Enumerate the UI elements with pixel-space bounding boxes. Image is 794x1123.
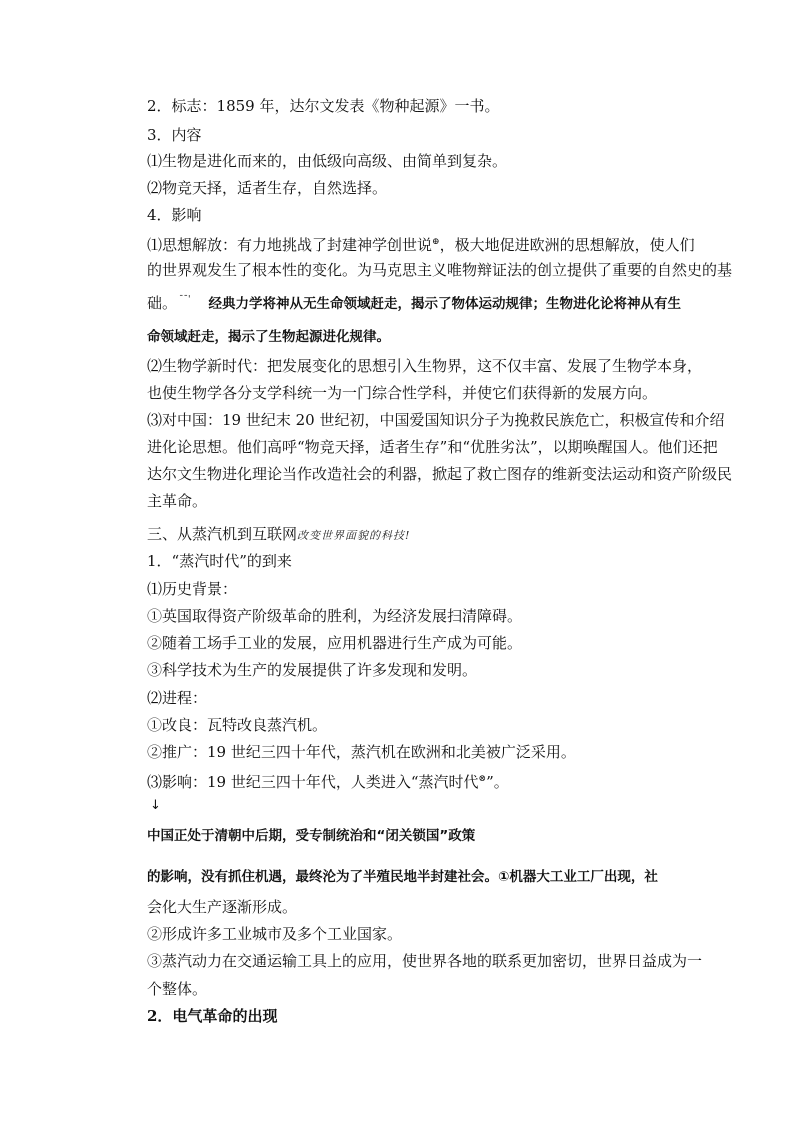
line-text: 个整体。	[147, 980, 208, 998]
text-line	[147, 579, 237, 599]
text-line	[147, 660, 477, 680]
text-line	[147, 606, 522, 626]
line-text: 3．内容	[147, 126, 202, 144]
line-text: ②随着工场手工业的发展，应用机器进行生产成为可能。	[147, 634, 523, 652]
text-line	[147, 551, 292, 571]
text-line	[147, 979, 207, 999]
line-text: 主革命。	[147, 492, 208, 510]
line-text: 2．电气革命的出现	[147, 1007, 278, 1025]
annotation-mark-icon: ¯¯'	[179, 295, 191, 305]
text-line	[147, 742, 576, 762]
line-text: ⑵进程：	[147, 689, 208, 707]
handwritten-note: 改变世界面貌的科技!	[297, 529, 411, 542]
line-text: ⑴思想解放：有力地挑战了封建神学创世说	[147, 236, 433, 254]
section-heading	[147, 1006, 277, 1026]
text-line	[147, 437, 718, 457]
text-line	[147, 125, 202, 145]
inline-note: 经典力学将神从无生命领域赶走，揭示了物体运动规律；生物进化论将神从有生	[208, 296, 681, 312]
line-text: 2．标志：1859 年，达尔文发表《物种起源》一书。	[147, 97, 500, 115]
annotation-mark-icon: ⊗	[478, 774, 487, 784]
annotation-mark-icon: ⊕	[432, 237, 440, 247]
line-text: 命领域赶走，揭示了生物起源进化规律。	[147, 329, 390, 345]
text-line	[147, 951, 702, 971]
text-line	[147, 383, 657, 403]
text-line	[147, 96, 500, 116]
line-text: 4．影响	[147, 206, 202, 224]
line-text: ⑶对中国：19 世纪末 20 世纪初，中国爱国知识分子为挽救民族危亡，积极宣传和介绍	[147, 411, 725, 429]
line-text: ⑶影响：19 世纪三四十年代，人类进入“蒸汽时代	[147, 773, 479, 791]
text-line	[147, 924, 402, 944]
line-text: 础。	[147, 294, 178, 312]
line-text: 达尔文生物进化理论当作改造社会的利器，掀起了救亡图存的维新变法运动和资产阶级民	[147, 465, 733, 483]
text-line	[147, 688, 207, 708]
text-line	[147, 205, 202, 225]
line-text: 进化论思想。他们高呼“物竞天择，适者生存”和“优胜劣汰”，以期唤醒国人。他们还把	[147, 438, 718, 456]
line-text: 的世界观发生了根本性的变化。为马克思主义唯物辩证法的创立提供了重要的自然史的基	[147, 261, 733, 279]
text-line	[147, 464, 732, 484]
line-text: 中国正处于清朝中后期，受专制统治和“闭关锁国”政策	[147, 828, 476, 844]
line-text: 的影响，没有抓住机遇，最终沦为了半殖民地半封建社会。①机器大工业工厂出现，社	[147, 869, 658, 885]
text-line	[147, 897, 297, 917]
line-text: ⑴生物是进化而来的，由低级向高级、由简单到复杂。	[147, 152, 508, 170]
text-line	[147, 866, 658, 887]
line-text: ③蒸汽动力在交通运输工具上的应用，使世界各地的联系更加密切，世界日益成为一	[147, 952, 703, 970]
text-line	[147, 356, 702, 376]
text-line	[147, 826, 475, 846]
section-heading	[147, 524, 410, 546]
line-text: ⑵生物学新时代：把发展变化的思想引入生物界，这不仅丰富、发展了生物学本身，	[147, 357, 703, 375]
text-line	[147, 290, 681, 314]
line-text: 三、从蒸汽机到互联网	[147, 525, 298, 543]
line-text: ①改良：瓦特改良蒸汽机。	[147, 716, 328, 734]
line-text: ①英国取得资产阶级革命的胜利，为经济发展扫清障碍。	[147, 607, 523, 625]
line-text: ⑴历史背景：	[147, 580, 238, 598]
text-line	[147, 633, 522, 653]
text-line	[147, 327, 390, 347]
text-line	[147, 232, 695, 255]
line-text: ⑵物竞天择，适者生存，自然选择。	[147, 179, 388, 197]
line-text: ，极大地促进欧洲的思想解放，使人们	[439, 236, 695, 254]
line-text: ”。	[486, 773, 509, 791]
text-line	[147, 151, 507, 171]
text-line	[147, 410, 724, 430]
text-line	[147, 769, 509, 792]
arrow-down-icon: ↓	[150, 798, 161, 813]
line-text: ②形成许多工业城市及多个工业国家。	[147, 925, 403, 943]
text-line	[147, 491, 207, 511]
text-line	[147, 178, 387, 198]
text-line	[147, 715, 327, 735]
line-text: 1．“蒸汽时代”的到来	[147, 552, 292, 570]
line-text: 也使生物学各分支学科统一为一门综合性学科，并使它们获得新的发展方向。	[147, 384, 658, 402]
text-line	[147, 260, 732, 280]
line-text: ②推广：19 世纪三四十年代，蒸汽机在欧洲和北美被广泛采用。	[147, 743, 576, 761]
line-text: ③科学技术为生产的发展提供了许多发现和发明。	[147, 661, 478, 679]
line-text: 会化大生产逐渐形成。	[147, 898, 298, 916]
